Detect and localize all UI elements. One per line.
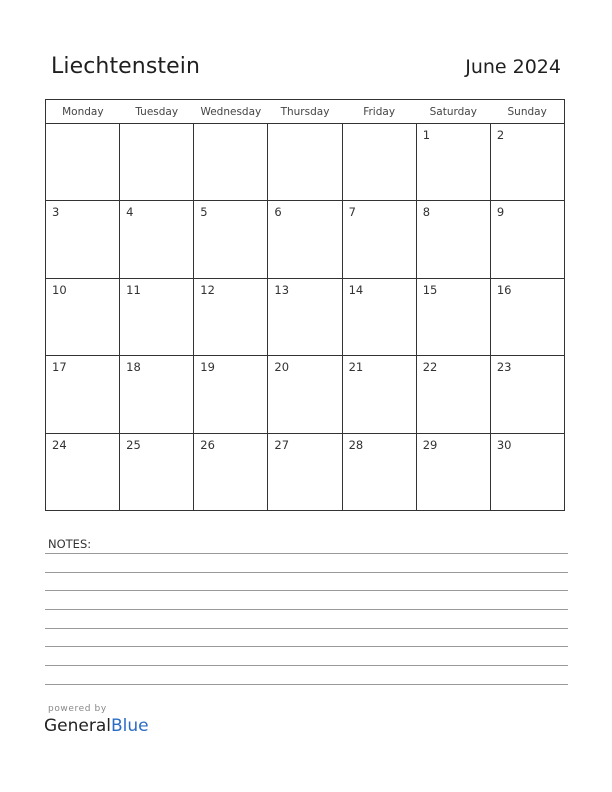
logo-text-blue: Blue <box>111 716 149 736</box>
day-number: 20 <box>274 360 290 375</box>
day-number: 11 <box>126 282 141 297</box>
day-number: 3 <box>52 205 60 220</box>
day-number: 7 <box>348 205 356 220</box>
day-number: 27 <box>274 437 290 452</box>
day-cell <box>120 356 194 433</box>
notes-line <box>45 628 568 629</box>
notes-line <box>45 665 568 666</box>
day-number: 25 <box>126 437 141 452</box>
day-cell <box>342 124 416 201</box>
notes-line <box>45 609 568 610</box>
powered-by-text: powered by <box>48 704 107 714</box>
notes-line <box>45 572 568 573</box>
day-number: 23 <box>496 360 512 375</box>
week-row <box>46 124 565 201</box>
day-cell <box>268 124 342 201</box>
day-number: 9 <box>496 205 505 220</box>
calendar-month: June 2024 <box>465 56 561 78</box>
day-number: 1 <box>422 128 431 142</box>
week-row <box>46 356 565 433</box>
week-row <box>46 433 565 510</box>
calendar-grid <box>45 99 565 511</box>
day-cell <box>490 201 564 278</box>
day-cell <box>490 278 564 355</box>
day-number: 21 <box>348 360 364 375</box>
day-cell <box>194 124 268 201</box>
day-cell <box>194 356 268 433</box>
day-cell <box>416 278 490 355</box>
weekday-sunday: Sunday <box>490 100 564 124</box>
day-number: 22 <box>422 360 438 375</box>
day-number <box>46 124 119 128</box>
day-number: 2 <box>496 128 505 142</box>
notes-line <box>45 590 568 591</box>
day-number: 17 <box>52 360 67 375</box>
day-cell <box>416 124 490 201</box>
day-cell <box>342 201 416 278</box>
day-cell <box>416 201 490 278</box>
day-cell <box>416 433 490 510</box>
notes-label: NOTES: <box>48 537 92 551</box>
day-number <box>343 124 416 128</box>
weekday-wednesday: Wednesday <box>194 100 268 124</box>
weekday-header-row <box>46 100 565 124</box>
day-number: 13 <box>274 282 290 297</box>
day-number: 12 <box>200 282 215 297</box>
day-number: 29 <box>422 437 438 452</box>
day-number: 28 <box>348 437 364 452</box>
day-cell <box>46 433 120 510</box>
notes-line <box>45 684 568 685</box>
day-cell <box>46 356 120 433</box>
day-cell <box>120 201 194 278</box>
weekday-tuesday: Tuesday <box>120 100 194 124</box>
day-number: 10 <box>52 282 67 297</box>
day-cell <box>120 433 194 510</box>
weekday-monday: Monday <box>46 100 120 124</box>
day-cell <box>46 124 120 201</box>
day-cell <box>490 124 564 201</box>
day-cell <box>268 201 342 278</box>
day-number <box>120 124 193 128</box>
day-number: 26 <box>200 437 215 452</box>
day-cell <box>268 278 342 355</box>
weekday-saturday: Saturday <box>416 100 490 124</box>
day-number <box>194 124 267 128</box>
day-cell <box>194 278 268 355</box>
weekday-thursday: Thursday <box>268 100 342 124</box>
day-number: 4 <box>126 205 134 220</box>
day-number <box>268 124 341 128</box>
day-number: 24 <box>52 437 67 452</box>
notes-line <box>45 646 568 647</box>
week-row <box>46 278 565 355</box>
day-cell <box>268 433 342 510</box>
day-number: 5 <box>200 205 208 220</box>
day-number: 15 <box>422 282 438 297</box>
day-number: 16 <box>496 282 512 297</box>
day-cell <box>342 433 416 510</box>
day-number: 8 <box>422 205 431 220</box>
day-number: 18 <box>126 360 141 375</box>
day-cell <box>194 433 268 510</box>
logo-text-general: General <box>44 716 111 736</box>
generalblue-logo <box>44 716 149 736</box>
day-cell <box>46 201 120 278</box>
day-cell <box>194 201 268 278</box>
day-cell <box>46 278 120 355</box>
day-number: 19 <box>200 360 215 375</box>
day-cell <box>342 356 416 433</box>
day-cell <box>490 433 564 510</box>
day-number: 30 <box>496 437 512 452</box>
week-row <box>46 201 565 278</box>
calendar-title: Liechtenstein <box>51 54 201 79</box>
day-cell <box>342 278 416 355</box>
day-cell <box>268 356 342 433</box>
day-cell <box>416 356 490 433</box>
day-cell <box>120 278 194 355</box>
day-cell <box>490 356 564 433</box>
day-number: 6 <box>274 205 282 220</box>
day-cell <box>120 124 194 201</box>
weekday-friday: Friday <box>342 100 416 124</box>
day-number: 14 <box>348 282 364 297</box>
notes-line <box>45 553 568 554</box>
